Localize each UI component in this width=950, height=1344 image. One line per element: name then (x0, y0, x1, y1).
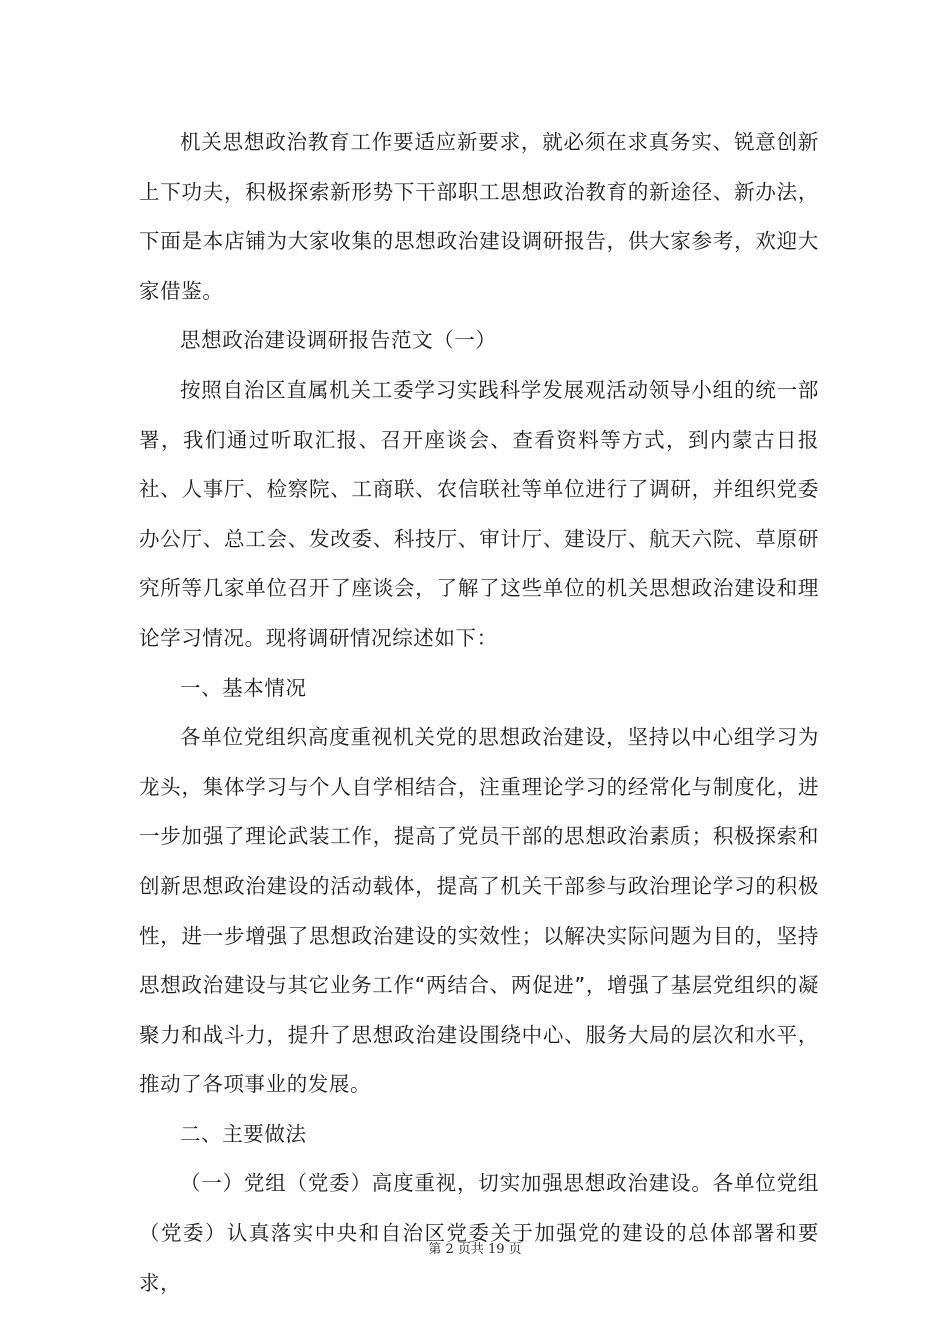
heading-basic-situation: 一、基本情况 (180, 675, 307, 700)
page-number-footer: 第 2 页共 19 页 (428, 1242, 522, 1257)
paragraph-survey-overview: 按照自治区直属机关工委学习实践科学发展观活动领导小组的统一部署，我们通过听取汇报、召开座谈会、查看资料等方式，到内蒙古日报社、人事厅、检察院、工商联、农信联社等单位进行了调研，并组织党委办公厅、总工会、发改委、科技厅、审计厅、建设厅、航天六院、草原研究所等几家单位召开了座谈会，了解了这些单位的机关思想政治建设和理论学习情况。现将调研情况综述如下： (139, 377, 819, 650)
paragraph-intro: 机关思想政治教育工作要适应新要求，就必须在求真务实、锐意创新上下功夫，积极探索新形势下干部职工思想政治教育的新途径、新办法，下面是本店铺为大家收集的思想政治建设调研报告，供大家参考，欢迎大家借鉴。 (139, 130, 819, 303)
heading-main-practices: 二、主要做法 (180, 1121, 307, 1146)
section-title-sample-one: 思想政治建设调研报告范文（一） (180, 328, 497, 353)
document-body (139, 118, 819, 1308)
paragraph-basic-situation: 各单位党组织高度重视机关党的思想政治建设，坚持以中心组学习为龙头，集体学习与个人自学相结合，注重理论学习的经常化与制度化，进一步加强了理论武装工作，提高了党员干部的思想政治素质；积极探索和创新思想政治建设的活动载体，提高了机关干部参与政治理论学习的积极性，进一步增强了思想政治建设的实效性；以解决实际问题为目的，坚持思想政治建设与其它业务工作“两结合、两促进”，增强了基层党组织的凝聚力和战斗力，提升了思想政治建设围绕中心、服务大局的层次和水平，推动了各项事业的发展。 (139, 725, 819, 1097)
paragraph-main-practices-one: （一）党组（党委）高度重视，切实加强思想政治建设。各单位党组（党委）认真落实中央和自治区党委关于加强党的建设的总体部署和要求， (139, 1171, 819, 1295)
